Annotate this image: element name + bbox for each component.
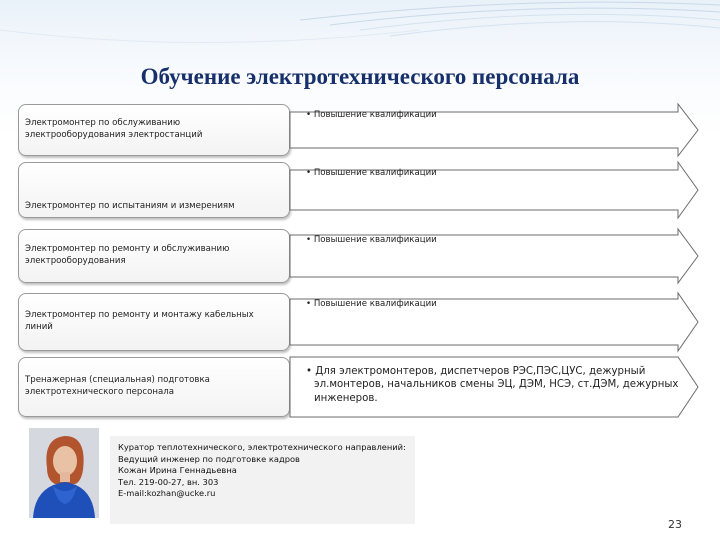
curator-contact-card — [110, 436, 415, 524]
curator-phone: Тел. 219-00-27, вн. 303 — [118, 476, 219, 487]
arrow-text-value: Повышение квалификации — [313, 299, 437, 309]
program-box: Электромонтер по испытаниям и измерениям — [18, 162, 290, 218]
curator-photo — [29, 428, 99, 518]
training-row — [18, 162, 698, 218]
program-box: Тренажерная (специальная) подготовка электротехнического персонала — [18, 357, 290, 417]
curator-role: Куратор теплотехнического, электротехнического направлений: — [118, 442, 406, 452]
page-number: 23 — [668, 518, 682, 531]
curator-name: Кожан Ирина Геннадьевна — [118, 465, 237, 476]
program-box: Электромонтер по ремонту и обслуживанию электрооборудования — [18, 229, 290, 283]
program-box: Электромонтер по ремонту и монтажу кабельных линий — [18, 293, 290, 351]
arrow-text: • Повышение квалификации — [306, 299, 437, 309]
arrow-text: • Повышение квалификации — [306, 168, 437, 178]
header-swoosh-decoration — [0, 0, 720, 70]
arrow-text-value: Повышение квалификации — [313, 168, 437, 178]
curator-position: Ведущий инженер по подготовке кадров — [118, 453, 300, 464]
arrow-text-value: Повышение квалификации — [313, 235, 437, 245]
arrow-text: • Повышение квалификации — [306, 235, 437, 245]
arrow-text: • Для электромонтеров, диспетчеров РЭС,ПЭС,ЦУС, дежурный эл.монтеров, начальников смены ЭЦ, ДЭМ, НСЭ, ст.ДЭМ, дежурных инженеров. — [306, 366, 679, 404]
arrow-text-value: Для электромонтеров, диспетчеров РЭС,ПЭС,ЦУС, дежурный эл.монтеров, начальников смены ЭЦ, ДЭМ, НСЭ, ст.ДЭМ, дежурных инженеров. — [314, 366, 679, 404]
training-row — [18, 357, 698, 417]
training-row — [18, 229, 698, 283]
arrow-text-value: Повышение квалификации — [313, 110, 437, 120]
program-box: Электромонтер по обслуживанию электрооборудования электростанций — [18, 104, 290, 156]
training-row — [18, 293, 698, 351]
arrow-text: • Повышение квалификации — [306, 110, 437, 120]
training-row — [18, 104, 698, 156]
curator-email[interactable]: E-mail:kozhan@ucke.ru — [118, 488, 216, 499]
page-title: Обучение электротехнического персонала — [140, 64, 580, 89]
